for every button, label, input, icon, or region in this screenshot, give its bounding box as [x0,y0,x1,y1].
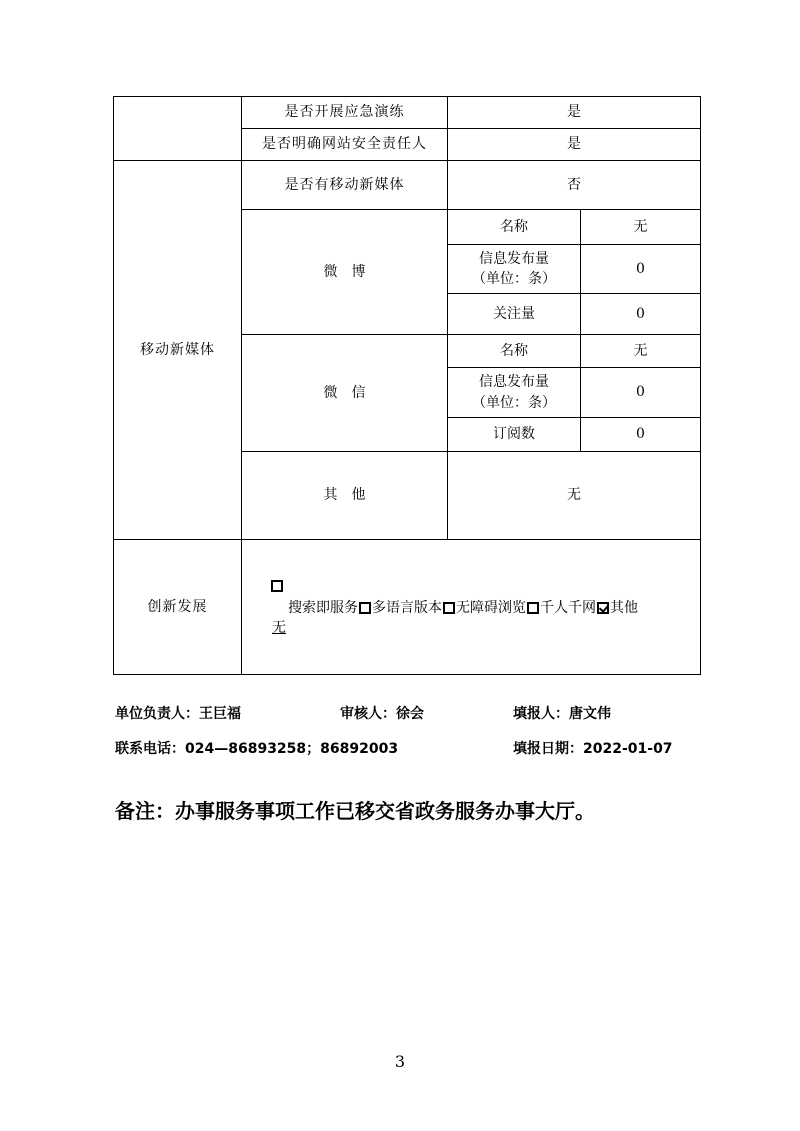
filler: 填报人：唐文伟 [513,706,611,722]
weibo-posts-label-line2: （单位：条） [472,271,556,287]
drill-label: 是否开展应急演练 [242,97,448,129]
innovation-label: 创新发展 [114,540,242,675]
weibo-followers-label: 关注量 [448,294,581,335]
wechat-subs-value: 0 [581,418,701,452]
wechat-posts-label [448,368,581,418]
option-personalized: 千人千网 [540,599,596,616]
other-label: 其 他 [242,452,448,540]
weibo-name-value: 无 [581,210,701,245]
wechat-name-label: 名称 [448,335,581,368]
page-number: 3 [394,1052,406,1071]
security-value: 是 [448,129,701,161]
table-row [114,161,701,210]
wechat-subs-label: 订阅数 [448,418,581,452]
wechat-label: 微 信 [242,335,448,452]
option-search: 搜索即服务 [288,599,358,616]
contact-phone: 联系电话：024—86893258；86892003 [115,741,399,757]
drill-value: 是 [448,97,701,129]
table-row [114,97,701,129]
fill-date: 填报日期：2022-01-07 [513,741,673,757]
option-accessibility: 无障碍浏览 [456,599,526,616]
checkbox-multilang[interactable] [359,602,371,614]
checkbox-personalized[interactable] [527,602,539,614]
weibo-posts-value: 0 [581,245,701,294]
checkbox-accessibility[interactable] [443,602,455,614]
empty-cell [114,97,242,161]
table-row [114,540,701,675]
innovation-other-value: 无 [272,620,286,637]
reviewer: 审核人：徐会 [340,706,424,722]
wechat-name-value: 无 [581,335,701,368]
weibo-posts-label [448,245,581,294]
checkbox-other-checked[interactable] [597,602,609,614]
has-media-label: 是否有移动新媒体 [242,161,448,210]
weibo-label: 微 博 [242,210,448,335]
checkbox-empty-icon[interactable] [271,580,283,592]
responsible-person: 单位负责人：王巨福 [115,706,241,722]
option-multilang: 多语言版本 [372,599,442,616]
option-other: 其他 [610,599,638,616]
wechat-posts-label-line2: （单位：条） [472,394,556,411]
weibo-followers-value: 0 [581,294,701,335]
weibo-name-label: 名称 [448,210,581,245]
other-value: 无 [448,452,701,540]
wechat-posts-label-line1: 信息发布量 [479,374,549,391]
security-label: 是否明确网站安全责任人 [242,129,448,161]
report-table [113,96,701,675]
weibo-posts-label-line1: 信息发布量 [479,250,549,267]
innovation-options [242,540,701,675]
has-media-value: 否 [448,161,701,210]
media-section-label: 移动新媒体 [114,161,242,540]
remark-note: 备注：办事服务事项工作已移交省政务服务办事大厅。 [115,799,595,823]
wechat-posts-value: 0 [581,368,701,418]
